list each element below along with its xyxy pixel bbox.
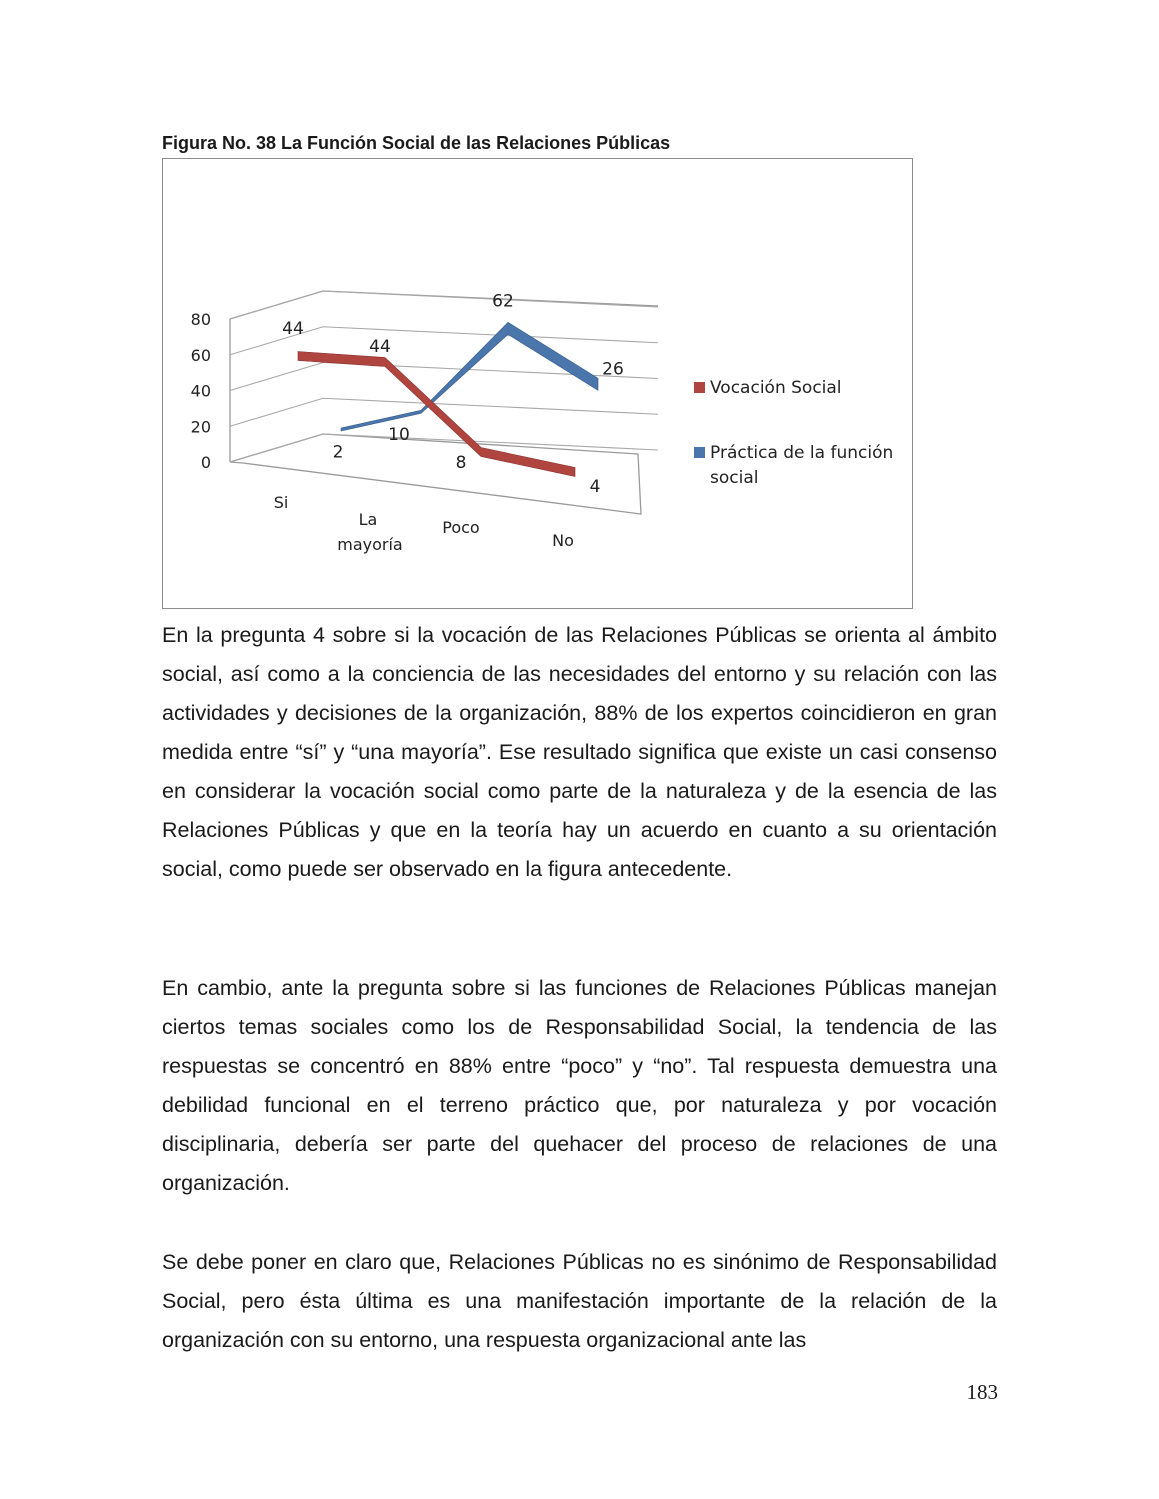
legend-label: social: [710, 468, 759, 488]
legend-swatch: [694, 382, 705, 393]
data-label: 2: [332, 442, 344, 463]
y-tick-label: 60: [190, 345, 211, 365]
line-chart-3d: [163, 159, 912, 608]
x-category-label: Poco: [442, 518, 480, 537]
x-category-label: mayoría: [337, 535, 403, 554]
data-label: 44: [369, 337, 391, 357]
y-tick-label: 20: [190, 417, 211, 437]
data-label: 4: [589, 477, 601, 497]
data-label: 8: [455, 453, 467, 473]
y-tick-label: 0: [200, 453, 211, 472]
gridline-0: [230, 434, 658, 462]
y-axis-ticks: [191, 310, 211, 472]
figure-title: Figura No. 38 La Función Social de las Relaciones Públicas: [162, 133, 671, 153]
legend-label: Vocación Social: [710, 378, 842, 398]
x-category-label: La: [358, 510, 378, 529]
paragraph-2: En cambio, ante la pregunta sobre si las funciones de Relaciones Públicas manejan ciertos temas sociales como los de Responsabilidad Social, la tendencia de las respuestas se concentró en 88% entre “poco” y “no”. Tal respuesta demuestra una debilidad funcional en el terreno práctico que, por naturaleza y por vocación disciplinaria, debería ser parte del quehacer del proceso de relaciones de una organización.: [162, 976, 997, 1195]
page-number: 183: [966, 1380, 998, 1404]
chart-legend: [694, 378, 893, 488]
chart-container: [162, 158, 913, 609]
y-tick-label: 80: [190, 310, 211, 329]
y-tick-label: 40: [190, 381, 211, 401]
paragraph-1: En la pregunta 4 sobre si la vocación de las Relaciones Públicas se orienta al ámbito social, así como a la conciencia de las necesidades del entorno y su relación con las actividades y decisiones de la organización, 88% de los expertos coincidieron en gran medida entre “sí” y “una mayoría”. Ese resultado significa que existe un casi consenso en considerar la vocación social como parte de la naturaleza y de la esencia de las Relaciones Públicas y que en la teoría hay un acuerdo en cuanto a su orientación social, como puede ser observado en la figura antecedente.: [162, 623, 997, 881]
gridline-80: [230, 291, 658, 319]
paragraph-3: Se debe poner en claro que, Relaciones Públicas no es sinónimo de Responsabilidad Social, pero ésta última es una manifestación importante de la relación de la organización con su entorno, una respuesta organizacional ante las: [162, 1250, 997, 1352]
data-label: 10: [388, 424, 410, 445]
data-labels-layer: [282, 291, 624, 497]
legend-label: Práctica de la función: [710, 443, 894, 463]
data-label: 44: [282, 319, 304, 339]
x-axis-categories: [274, 493, 574, 554]
x-category-label: No: [552, 531, 574, 550]
data-label: 26: [602, 359, 624, 380]
legend-swatch: [694, 447, 705, 458]
x-category-label: Si: [273, 493, 289, 512]
data-label: 62: [492, 291, 514, 312]
